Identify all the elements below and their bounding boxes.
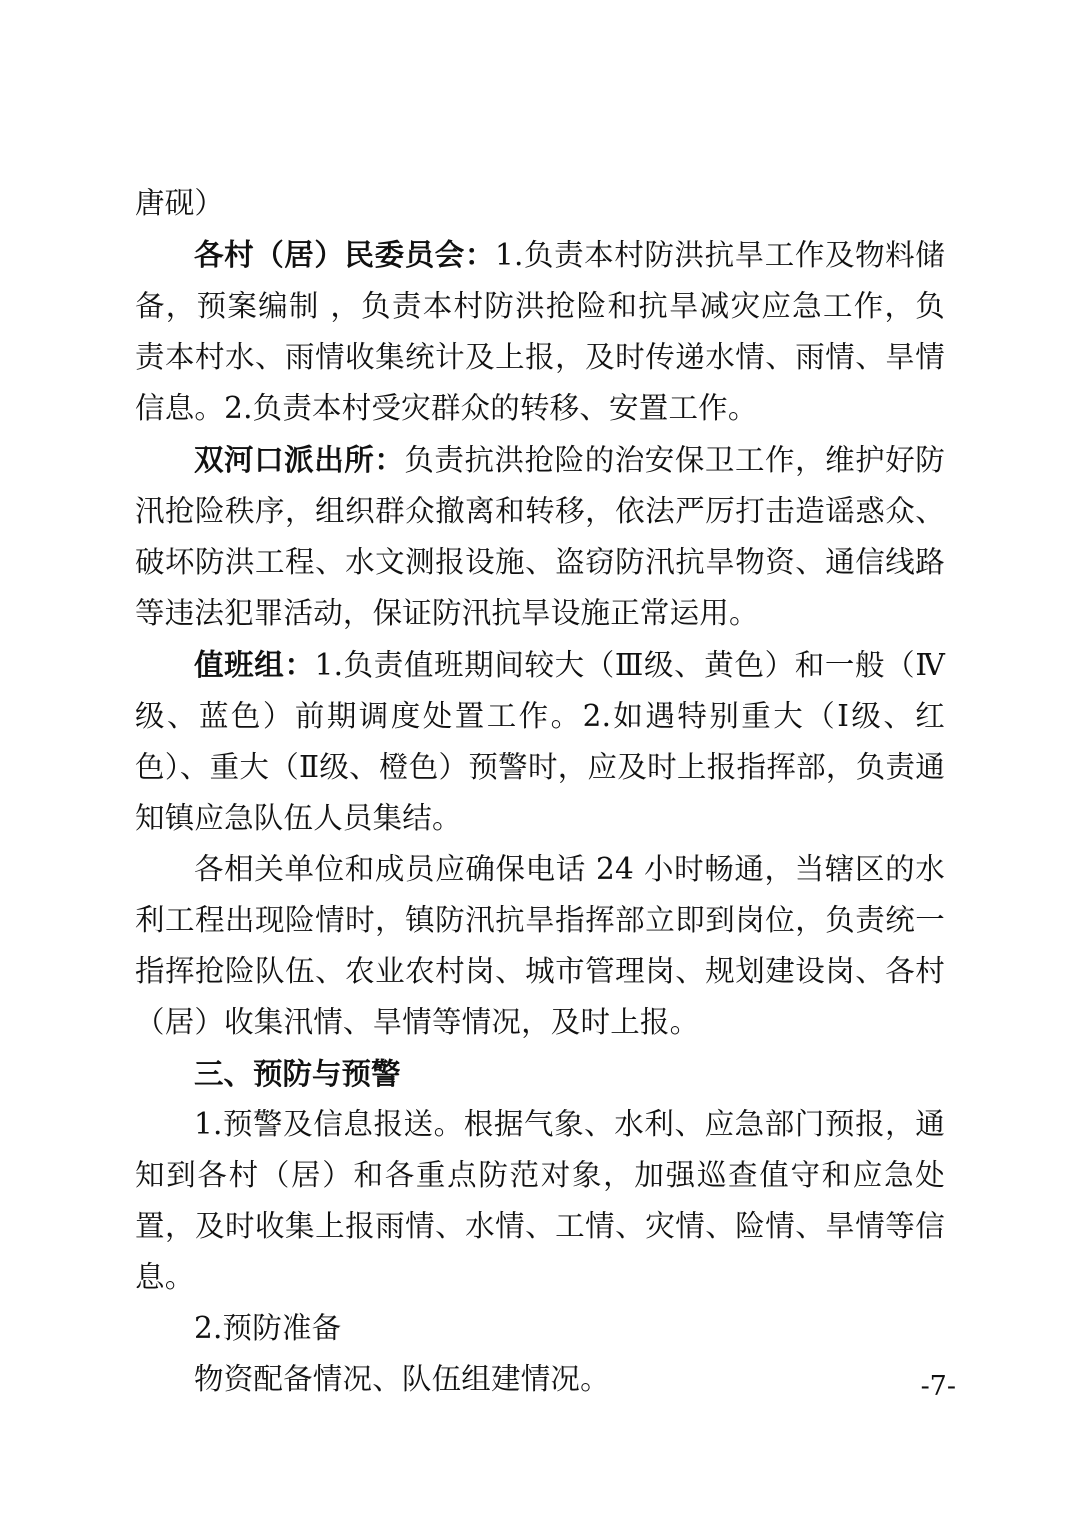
paragraph-opening	[135, 178, 945, 229]
paragraph-prevention-prep	[135, 1303, 945, 1354]
paragraph-materials-teams	[135, 1354, 945, 1405]
page-body	[135, 178, 945, 1405]
paragraph-text: 1.负责值班期间较大（Ⅲ级、黄色）和一般（Ⅳ级、蓝色）前期调度处置工作。2.如遇特别重大（Ⅰ级、红色）、重大（Ⅱ级、橙色）预警时，应及时上报指挥部，负责通知镇应急队伍人员集结。	[135, 648, 945, 835]
paragraph-text: 各相关单位和成员应确保电话 24 小时畅通，当辖区的水利工程出现险情时，镇防汛抗旱指挥部立即到岗位，负责统一指挥抢险队伍、农业农村岗、城市管理岗、规划建设岗、各村（居）收集汛情、旱情等情况，及时上报。	[135, 852, 945, 1039]
paragraph-village-committee	[135, 229, 945, 434]
page-number: -7-	[920, 1371, 956, 1402]
paragraph-lead-label: 各村（居）民委员会：	[194, 237, 496, 272]
paragraph-duty-group	[135, 639, 945, 844]
paragraph-lead-label: 值班组：	[194, 647, 315, 682]
paragraph-police-station	[135, 434, 945, 639]
paragraph-text: 1.负责本村防洪抗旱工作及物料储备，预案编制 ，负责本村防洪抢险和抗旱减灾应急工作，负责本村水、雨情收集统计及上报，及时传递水情、雨情、旱情信息。2.负责本村受灾群众的转移、安置工作。	[135, 238, 945, 425]
paragraph-warning-reporting	[135, 1099, 945, 1303]
paragraph-text: 负责抗洪抢险的治安保卫工作，维护好防汛抢险秩序，组织群众撤离和转移，依法严厉打击造谣惑众、破坏防洪工程、水文测报设施、盗窃防汛抗旱物资、通信线路等违法犯罪活动，保证防汛抗旱设施正常运用。	[135, 443, 945, 630]
paragraph-lead-label: 双河口派出所：	[194, 442, 405, 477]
paragraph-units-phone	[135, 844, 945, 1048]
paragraph-text: 2.预防准备	[194, 1311, 342, 1345]
paragraph-text: 物资配备情况、队伍组建情况。	[194, 1362, 610, 1396]
section-heading-prevention: 三、预防与预警	[194, 1056, 401, 1091]
paragraph-text: 唐砚）	[135, 186, 225, 220]
paragraph-text: 1.预警及信息报送。根据气象、水利、应急部门预报，通知到各村（居）和各重点防范对象，加强巡查值守和应急处置，及时收集上报雨情、水情、工情、灾情、险情、旱情等信息。	[135, 1107, 945, 1294]
